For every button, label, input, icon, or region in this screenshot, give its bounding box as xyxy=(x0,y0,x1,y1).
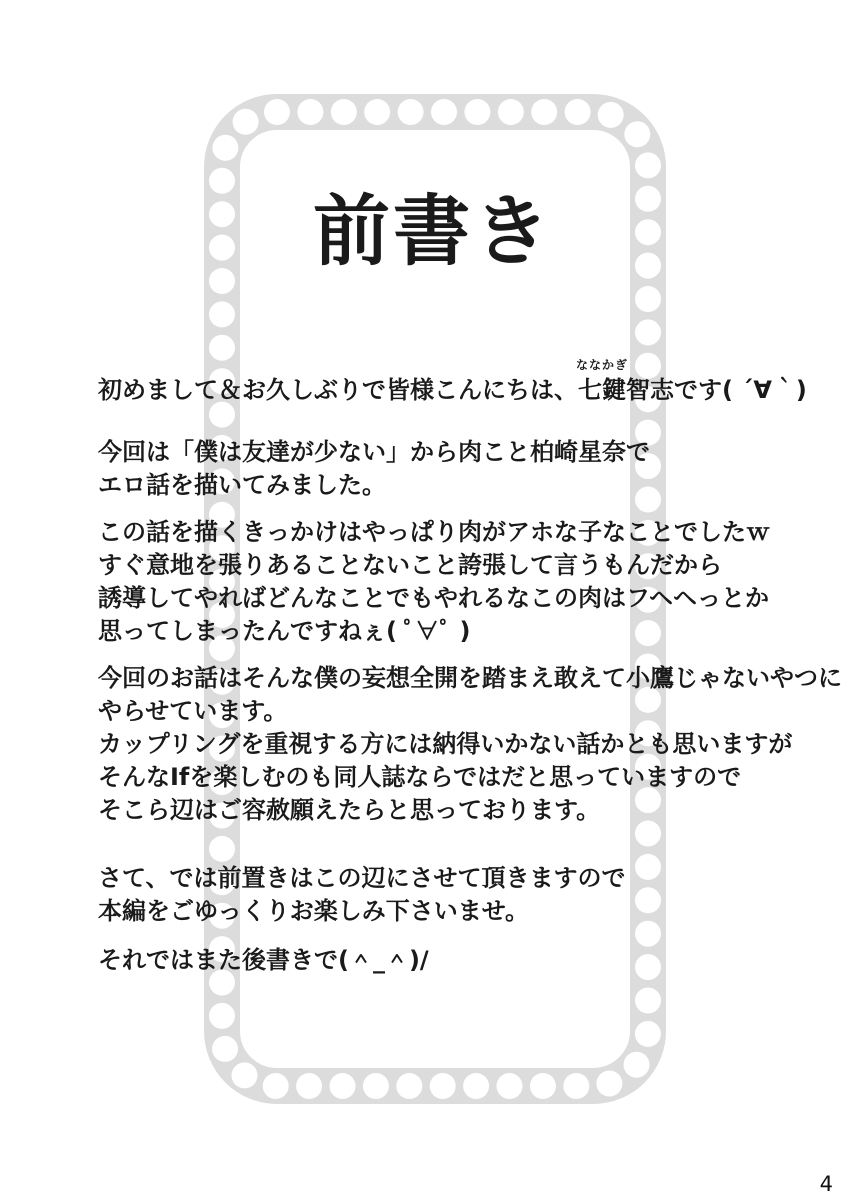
perforation-hole xyxy=(624,1052,650,1078)
perforation-hole xyxy=(330,1073,356,1099)
paragraph-disclaimer xyxy=(98,662,842,827)
paragraph-intro xyxy=(98,436,650,502)
perforation-hole xyxy=(464,99,490,125)
perforation-hole xyxy=(430,1073,456,1099)
perforation-hole xyxy=(635,988,661,1014)
perforation-hole xyxy=(264,99,290,125)
perforation-hole xyxy=(297,99,323,125)
text-line: そんなIfを楽しむのも同人誌ならではだと思っていますので xyxy=(98,763,742,791)
text-line: カップリングを重視する方には納得いかない話かとも思いますが xyxy=(98,730,793,758)
text-line: それではまた後書きで(＾_＾)/ xyxy=(98,946,429,974)
perforation-hole xyxy=(363,1073,389,1099)
perforation-hole xyxy=(596,1071,622,1097)
perforation-hole xyxy=(212,1036,238,1062)
perforation-hole xyxy=(209,1003,235,1029)
author-name-furigana: ななかぎ xyxy=(575,358,629,372)
page-number: 4 xyxy=(819,1172,833,1196)
text-line: エロ話を描いてみました。 xyxy=(98,471,386,499)
text-line: この話を描くきっかけはやっぱり肉がアホな子なことでしたｗ xyxy=(98,518,770,546)
text-line: 誘導してやればどんなことでもやれるなこの肉はフヘヘっとか xyxy=(98,584,770,612)
greeting-text-after: 智志です( ´∀｀) xyxy=(626,376,807,404)
text-line: そこら辺はご容赦願えたらと思っております。 xyxy=(98,796,601,824)
perforation-hole xyxy=(635,854,661,880)
perforation-hole xyxy=(233,109,259,135)
perforation-hole xyxy=(209,335,235,361)
perforation-hole xyxy=(209,836,235,862)
perforation-hole xyxy=(296,1073,322,1099)
perforation-hole xyxy=(635,1021,661,1047)
perforation-hole xyxy=(331,99,357,125)
perforation-hole xyxy=(498,99,524,125)
paragraph-motivation xyxy=(98,516,770,648)
text-line: 思ってしまったんですねぇ( ﾟ∀ﾟ ) xyxy=(98,617,471,645)
perforation-hole xyxy=(398,99,424,125)
perforation-hole xyxy=(364,99,390,125)
text-line: 今回のお話はそんな僕の妄想全開を踏まえ敢えて小鷹じゃないやつに xyxy=(98,664,842,692)
perforation-hole xyxy=(635,887,661,913)
text-line: すぐ意地を張りあることないこと誇張して言うもんだから xyxy=(98,551,722,579)
text-line: さて、では前置きはこの辺にさせて頂きますので xyxy=(98,864,626,892)
paragraph-closing xyxy=(98,862,626,928)
perforation-hole xyxy=(635,954,661,980)
perforation-hole xyxy=(497,1073,523,1099)
perforation-hole xyxy=(598,102,624,128)
perforation-hole xyxy=(635,286,661,312)
perforation-hole xyxy=(624,121,650,147)
perforation-hole xyxy=(232,1062,258,1088)
paragraph-signoff xyxy=(98,944,429,977)
perforation-hole xyxy=(263,1073,289,1099)
perforation-hole xyxy=(431,99,457,125)
page-title: 前書き xyxy=(313,188,553,277)
perforation-hole xyxy=(635,319,661,345)
greeting-text-before: 初めまして＆お久しぶりで皆様こんにちは、 xyxy=(98,376,578,404)
perforation-hole xyxy=(396,1073,422,1099)
perforation-hole xyxy=(565,99,591,125)
text-line: やらせています。 xyxy=(98,697,288,725)
perforation-hole xyxy=(212,135,238,161)
perforation-hole xyxy=(563,1073,589,1099)
perforation-hole xyxy=(530,1073,556,1099)
perforation-hole xyxy=(635,921,661,947)
perforation-hole xyxy=(209,301,235,327)
author-name-base: 七鍵 xyxy=(578,376,626,404)
author-name-ruby xyxy=(575,358,629,407)
perforation-hole xyxy=(531,99,557,125)
text-line: 今回は「僕は友達が少ない」から肉こと柏崎星奈で xyxy=(98,438,650,466)
perforation-hole xyxy=(463,1073,489,1099)
paragraph-greeting xyxy=(98,358,807,407)
text-line: 本編をごゆっくりお楽しみ下さいませ。 xyxy=(98,897,530,925)
